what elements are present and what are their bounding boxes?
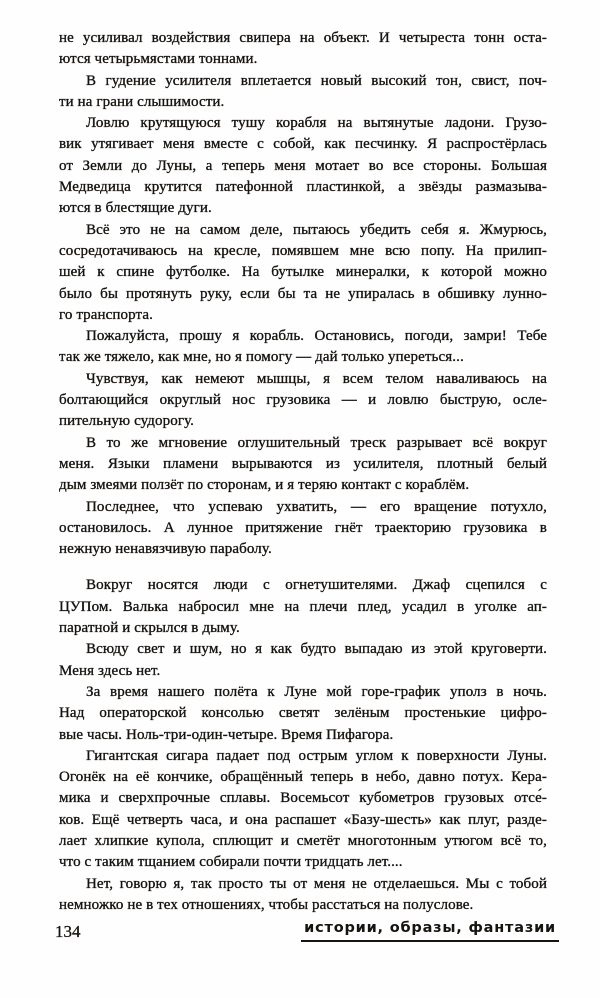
text-line: Последнее, что успеваю ухватить, — его вращение потухло,: [86, 498, 547, 515]
text-line: ются четырьмястами тоннами.: [59, 51, 258, 68]
text-line: Чувствуя, как немеют мышцы, я всем телом наваливаюсь на: [86, 370, 547, 387]
paragraph: [59, 71, 547, 114]
paragraph: [59, 746, 547, 874]
paragraph: [59, 874, 547, 917]
text-line: паратной и скрылся в дыму.: [59, 620, 240, 637]
text-line: вик утягивает меня вместе с собой, как песчинку. Я распростёрлась: [59, 136, 547, 153]
text-line: так же тяжело, как мне, но я помогу — дай только упереться...: [59, 349, 464, 366]
paragraph: [59, 220, 547, 326]
running-footer-title: истории, образы, фантазии: [301, 920, 559, 942]
text-line: ти на грани слышимости.: [59, 93, 225, 110]
text-line: не усиливал воздействия свипера на объект. И четыреста тонн оста-: [59, 30, 547, 46]
text-line: го транспорта.: [59, 306, 153, 323]
text-line: За время нашего полёта к Луне мой горе-график уполз в ночь.: [86, 683, 547, 700]
paragraph: [59, 575, 547, 639]
text-line: ков. Ещё четверть часа, и она распашет «Базу-шесть» как плуг, разде-: [59, 811, 547, 828]
paragraph: [59, 682, 547, 746]
text-line: от Земли до Луны, а теперь меня мотает во все стороны. Большая: [59, 157, 547, 174]
text-line: Вокруг носятся люди с огнетушителями. Джаф сцепился с: [86, 577, 547, 594]
text-line: что с таким тщанием собирали почти тридцать лет....: [59, 854, 403, 871]
text-line: было бы протянуть руку, если бы та не упиралась в обшивку лунно-: [59, 285, 547, 302]
text-line: Меня здесь нет.: [59, 662, 161, 679]
text-line: вые часы. Ноль-три-один-четыре. Время Пифагора.: [59, 726, 394, 743]
text-line: Над операторской консолью светят зелёным простенькие цифро-: [59, 705, 547, 722]
text-line: лает хлипкие купола, сплющит и сметёт многотонным утюгом всё то,: [59, 832, 547, 849]
text-line: Огонёк на её кончике, обращённый теперь в небо, давно потух. Кера-: [59, 769, 547, 786]
page-number: 134: [55, 922, 81, 941]
text-line: Всё это не на самом деле, пытаюсь убедить себя я. Жмурюсь,: [86, 221, 547, 238]
text-line: В то же мгновение оглушительный треск разрывает всё вокруг: [86, 434, 547, 451]
text-line: Гигантская сигара падает под острым углом к поверхности Луны.: [86, 747, 547, 764]
page-footer: [55, 920, 559, 942]
text-line: Медведица крутится патефонной пластинкой, а звёзды размазыва-: [59, 179, 547, 196]
text-line: Пожалуйста, прошу я корабль. Остановись, погоди, замри! Тебе: [86, 328, 547, 345]
text-line: мика и сверхпрочные сплавы. Восемьсот кубометров грузовых отсе́-: [59, 790, 547, 807]
text-line: болтающийся округлый нос грузовика — и ловлю быструю, осле-: [59, 392, 547, 409]
text-line: ЦУПом. Валька набросил мне на плечи плед, усадил в уголке ап-: [59, 598, 547, 615]
paragraph: [59, 497, 547, 561]
paragraph: [59, 326, 547, 369]
text-line: дым змеями ползёт по сторонам, и я теряю контакт с кораблём.: [59, 477, 470, 494]
text-line: немножко не в тех отношениях, чтобы расстаться на полуслове.: [59, 896, 474, 913]
paragraph: [59, 369, 547, 433]
text-line: меня. Языки пламени вырываются из усилителя, плотный белый: [59, 455, 547, 472]
text-line: ются в блестящие дуги.: [59, 200, 212, 217]
paragraph: [59, 28, 547, 71]
text-line: нежную ненавязчивую параболу.: [59, 541, 272, 558]
paragraph: [59, 639, 547, 682]
text-line: Всюду свет и шум, но я как будто выпадаю из этой круговерти.: [86, 641, 547, 658]
paragraph: [59, 113, 547, 219]
text-line: В гудение усилителя вплетается новый высокий тон, свист, поч-: [86, 72, 547, 89]
paragraph: [59, 433, 547, 497]
text-line: Нет, говорю я, так просто ты от меня не отделаешься. Мы с тобой: [86, 875, 547, 892]
text-line: пительную судорогу.: [59, 413, 195, 430]
text-line: шей к спине футболке. На бутылке минералки, к которой можно: [59, 264, 547, 281]
text-line: сосредотачиваюсь на кресле, помявшем мне всю попу. На прилип-: [59, 242, 547, 259]
text-line: Ловлю крутящуюся тушу корабля на вытянутые ладони. Грузо-: [86, 115, 547, 132]
text-line: остановилось. А лунное притяжение гнёт траекторию грузовика в: [59, 519, 547, 536]
page-body-text: [59, 28, 547, 916]
